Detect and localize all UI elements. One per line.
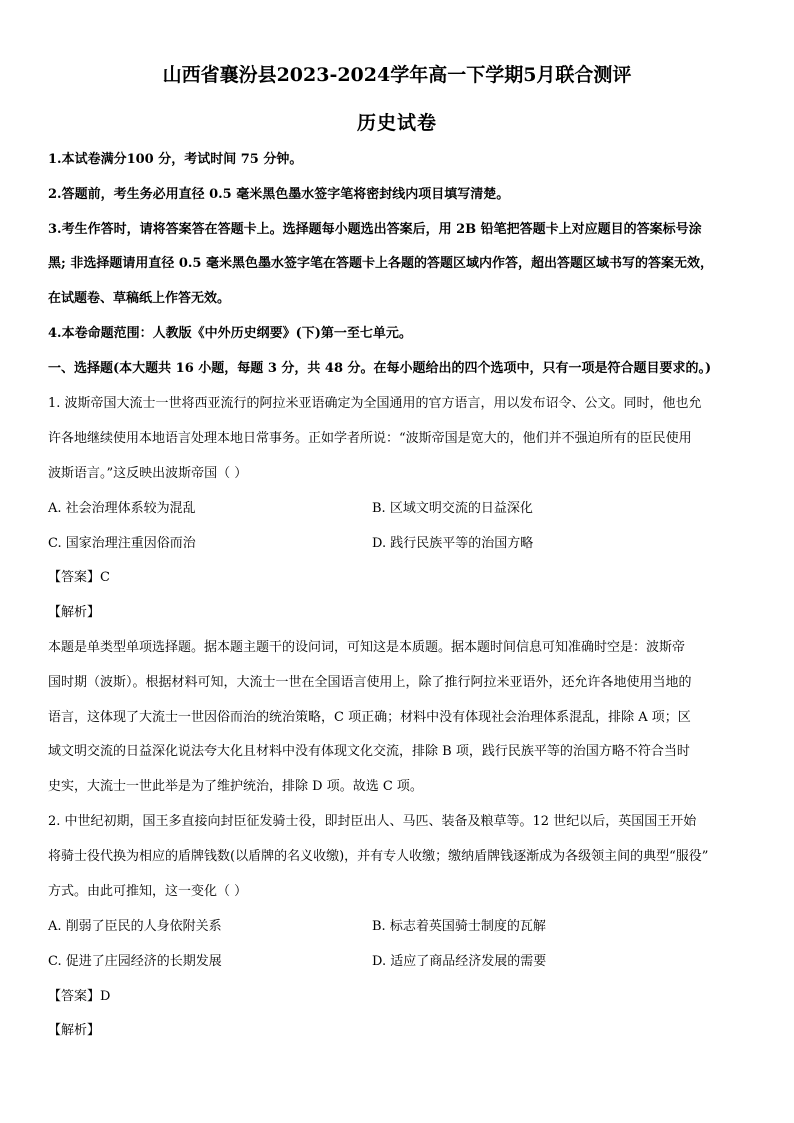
q2-stem-line-2: 将骑士役代换为相应的盾牌钱数(以盾牌的名义收缴)，并有专人收缴；缴纳盾牌钱逐渐成为各级领主间的典型“服役” <box>48 849 709 864</box>
q1-answer: 【答案】C <box>48 570 110 585</box>
q1-option-a: A. 社会治理体系较为混乱 <box>48 501 196 516</box>
note-2: 2.答题前，考生务必用直径 0.5 毫米黑色墨水签字笔将密封线内项目填写清楚。 <box>48 187 510 202</box>
section-heading: 一、选择题(本大题共 16 小题，每题 3 分，共 48 分。在每小题给出的四个选项中，只有一项是符合题目要求的。) <box>48 361 712 376</box>
note-3-line-2: 黑; 非选择题请用直径 0.5 毫米黑色墨水签字笔在答题卡上各题的答题区域内作答，超出答题区域书写的答案无效， <box>48 256 713 271</box>
q1-option-c: C. 国家治理注重因俗而治 <box>48 536 196 551</box>
q2-option-c: C. 促进了庄园经济的长期发展 <box>48 954 222 969</box>
q2-option-a: A. 削弱了臣民的人身依附关系 <box>48 919 222 934</box>
q1-analysis-line-2: 国时期（波斯）。根据材料可知，大流士一世在全国语言使用上，除了推行阿拉米亚语外，还允许各地使用当地的 <box>48 675 692 690</box>
q1-stem-line-2: 许各地继续使用本地语言处理本地日常事务。正如学者所说：“波斯帝国是宽大的，他们并不强迫所有的臣民使用 <box>48 431 692 446</box>
exam-subject-title: 历史试卷 <box>356 112 437 134</box>
note-1: 1.本试卷满分100 分，考试时间 75 分钟。 <box>48 152 303 167</box>
note-3-line-3: 在试题卷、草稿纸上作答无效。 <box>48 291 231 306</box>
q1-option-b: B. 区域文明交流的日益深化 <box>372 501 533 516</box>
note-3-line-1: 3.考生作答时，请将答案答在答题卡上。选择题每小题选出答案后，用 2B 铅笔把答题卡上对应题目的答案标号涂 <box>48 222 702 237</box>
q1-analysis-line-1: 本题是单类型单项选择题。据本题主题干的设问词，可知这是本质题。据本题时间信息可知准确时空是：波斯帝 <box>48 640 686 655</box>
q2-analysis-label: 【解析】 <box>48 1023 101 1038</box>
q1-analysis-line-3: 语言，这体现了大流士一世因俗而治的统治策略，C 项正确；材料中没有体现社会治理体系混乱，排除 A 项；区 <box>48 710 691 725</box>
note-4: 4.本卷命题范围：人教版《中外历史纲要》(下)第一至七单元。 <box>48 326 412 341</box>
exam-title: 山西省襄汾县2023-2024学年高一下学期5月联合测评 <box>162 64 632 86</box>
q1-stem-line-1: 1. 波斯帝国大流士一世将西亚流行的阿拉米亚语确定为全国通用的官方语言，用以发布诏令、公文。同时，他也允 <box>48 396 702 411</box>
q1-option-d: D. 践行民族平等的治国方略 <box>372 536 534 551</box>
q2-option-b: B. 标志着英国骑士制度的瓦解 <box>372 919 546 934</box>
q2-stem-line-3: 方式。由此可推知，这一变化（ ） <box>48 884 248 899</box>
q2-stem-line-1: 2. 中世纪初期，国王多直接向封臣征发骑士役，即封臣出人、马匹、装备及粮草等。12 世纪以后，英国国王开始 <box>48 814 697 829</box>
q1-analysis-line-5: 史实，大流士一世此举是为了维护统治，排除 D 项。故选 C 项。 <box>48 779 423 794</box>
q1-stem-line-3: 波斯语言。”这反映出波斯帝国（ ） <box>48 466 248 481</box>
q1-analysis-line-4: 域文明交流的日益深化说法夸大化且材料中没有体现文化交流，排除 B 项，践行民族平等的治国方略不符合当时 <box>48 744 690 759</box>
q2-answer: 【答案】D <box>48 989 111 1004</box>
q2-option-d: D. 适应了商品经济发展的需要 <box>372 954 547 969</box>
q1-analysis-label: 【解析】 <box>48 605 101 620</box>
